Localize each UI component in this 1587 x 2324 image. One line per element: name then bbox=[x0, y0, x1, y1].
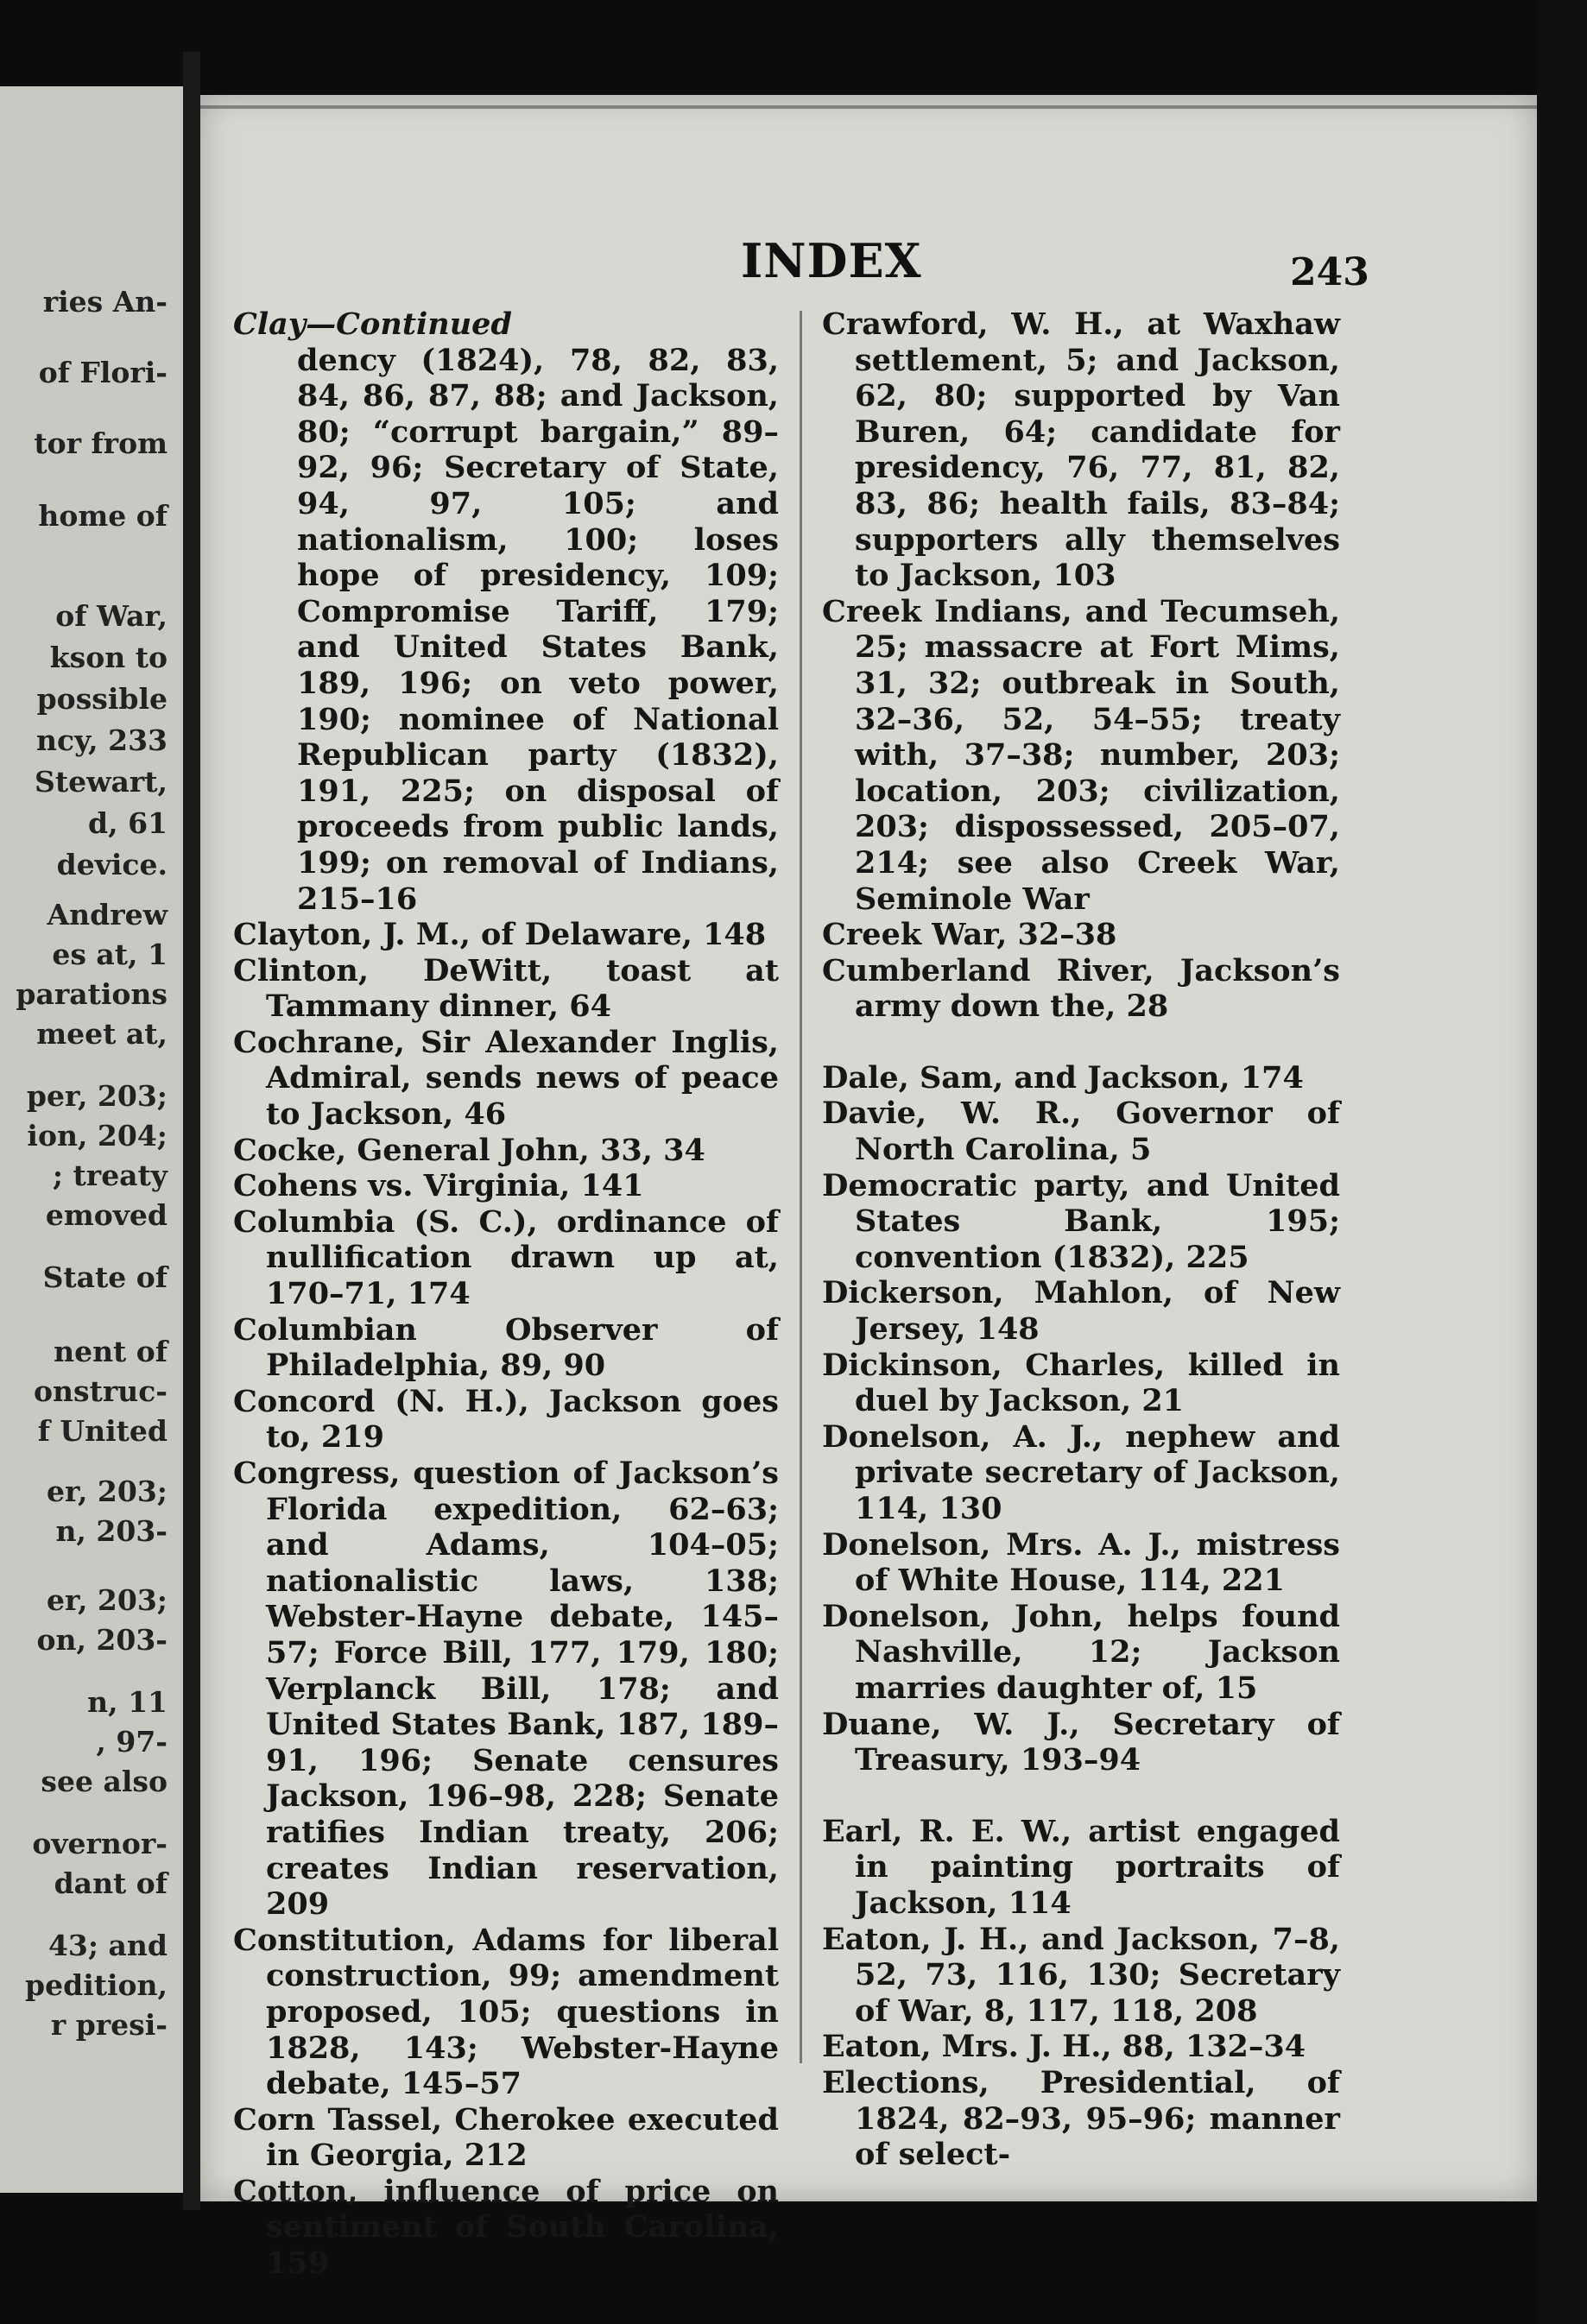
index-entry: Cochrane, Sir Alexander Inglis, Admiral, sends news of peace to Jackson, 46 bbox=[233, 1024, 779, 1133]
adjacent-page-fragment: on, 203- bbox=[36, 1623, 168, 1657]
index-entry: Davie, W. R., Governor of North Carolina, 5 bbox=[822, 1096, 1340, 1168]
adjacent-page-fragment: possible bbox=[36, 682, 168, 716]
adjacent-page-fragment: onstruc- bbox=[34, 1374, 168, 1408]
adjacent-page-fragment: kson to bbox=[49, 641, 168, 674]
scan-margin bbox=[1537, 0, 1587, 2324]
index-entry: Cohens vs. Virginia, 141 bbox=[233, 1168, 644, 1204]
page-title: INDEX bbox=[741, 233, 922, 288]
adjacent-page-fragment: tor from bbox=[34, 426, 168, 460]
adjacent-page-fragment: device. bbox=[56, 848, 168, 881]
index-entry: Concord (N. H.), Jackson goes to, 219 bbox=[233, 1383, 779, 1456]
index-column-right bbox=[822, 306, 1340, 2173]
index-entry: Donelson, John, helps found Nashville, 12; Jackson marries daughter of, 15 bbox=[822, 1598, 1340, 1706]
adjacent-page-fragment: ion, 204; bbox=[27, 1119, 168, 1153]
index-entry: Clayton, J. M., of Delaware, 148 bbox=[233, 917, 767, 953]
adjacent-page-fragment: , 97- bbox=[96, 1725, 168, 1759]
adjacent-page-fragment: r presi- bbox=[50, 2008, 168, 2042]
index-entry: Clinton, DeWitt, toast at Tammany dinner, 64 bbox=[233, 952, 779, 1025]
index-entry: Elections, Presidential, of 1824, 82–93, 95–96; manner of select- bbox=[822, 2064, 1340, 2173]
book-gutter bbox=[183, 52, 200, 2210]
index-entry: Donelson, A. J., nephew and private secretary of Jackson, 114, 130 bbox=[822, 1418, 1340, 1526]
index-entry: Earl, R. E. W., artist engaged in painting portraits of Jackson, 114 bbox=[822, 1813, 1340, 1921]
adjacent-page-fragment: Andrew bbox=[47, 898, 168, 931]
letter-group-gap bbox=[822, 1025, 1340, 1060]
adjacent-page-fragment: meet at, bbox=[36, 1017, 168, 1051]
adjacent-page-fragment: n, 203- bbox=[55, 1514, 168, 1548]
index-entry: dency (1824), 78, 82, 83, 84, 86, 87, 88; and Jackson, 80; “corrupt bargain,” 89–92, 96; Secretary of State, 94, 97, 105; and nationalism, 100; loses hope of presidency, 109; Compromise Tariff, 179; and United States Bank, 189, 196; on veto power, 190; nominee of National Republican party (1832), 191, 225; on disposal of proceeds from public lands, 199; on removal of Indians, 215–16 bbox=[297, 342, 779, 917]
index-entry: Clay—Continued bbox=[233, 306, 512, 342]
page-top-edge bbox=[200, 105, 1537, 109]
index-entry: Dickinson, Charles, killed in duel by Jackson, 21 bbox=[822, 1347, 1340, 1419]
index-entry: Eaton, J. H., and Jackson, 7–8, 52, 73, 116, 130; Secretary of War, 8, 117, 118, 208 bbox=[822, 1921, 1340, 2029]
adjacent-page-fragment: d, 61 bbox=[88, 806, 168, 840]
adjacent-page-fragment: er, 203; bbox=[46, 1475, 168, 1508]
index-entry: Cumberland River, Jackson’s army down the, 28 bbox=[822, 952, 1340, 1025]
adjacent-page-fragment: n, 11 bbox=[87, 1685, 168, 1719]
index-entry: Donelson, Mrs. A. J., mistress of White House, 114, 221 bbox=[822, 1526, 1340, 1599]
adjacent-page-fragment: of Flori- bbox=[38, 356, 168, 389]
index-entry: Creek War, 32–38 bbox=[822, 917, 1117, 953]
index-entry: Dickerson, Mahlon, of New Jersey, 148 bbox=[822, 1275, 1340, 1348]
index-entry: Cocke, General John, 33, 34 bbox=[233, 1132, 705, 1168]
adjacent-page-fragment: see also bbox=[41, 1765, 168, 1798]
adjacent-page-fragment: of War, bbox=[55, 599, 168, 633]
adjacent-page-fragment: ; treaty bbox=[52, 1159, 168, 1192]
index-entry: Corn Tassel, Cherokee executed in Georgia, 212 bbox=[233, 2101, 779, 2174]
index-entry: Crawford, W. H., at Waxhaw settlement, 5; and Jackson, 62, 80; supported by Van Buren, 64; candidate for presidency, 76, 77, 81, 82, 83, 86; health fails, 83–84; supporters ally themselves to Jackson, 103 bbox=[822, 306, 1340, 594]
index-entry: Duane, W. J., Secretary of Treasury, 193–94 bbox=[822, 1706, 1340, 1778]
adjacent-page-edge bbox=[0, 86, 183, 2193]
adjacent-page-fragment: er, 203; bbox=[46, 1583, 168, 1617]
adjacent-page-fragment: overnor- bbox=[32, 1827, 168, 1860]
index-entry: Columbian Observer of Philadelphia, 89, 90 bbox=[233, 1311, 779, 1384]
adjacent-page-fragment: per, 203; bbox=[26, 1079, 168, 1113]
column-divider bbox=[800, 311, 802, 2063]
adjacent-page-fragment: pedition, bbox=[25, 1968, 168, 2002]
page-number: 243 bbox=[1290, 250, 1369, 294]
adjacent-page-fragment: ncy, 233 bbox=[36, 723, 168, 757]
adjacent-page-fragment: home of bbox=[38, 499, 168, 533]
index-entry: Cotton, influence of price on sentiment of South Carolina, 159 bbox=[233, 2173, 779, 2282]
adjacent-page-fragment: dant of bbox=[54, 1866, 168, 1900]
index-column-left bbox=[233, 306, 779, 2282]
letter-group-gap bbox=[822, 1778, 1340, 1814]
index-entry: Constitution, Adams for liberal construction, 99; amendment proposed, 105; questions in 1828, 143; Webster-Hayne debate, 145–57 bbox=[233, 1922, 779, 2102]
index-entry: Democratic party, and United States Bank, 195; convention (1832), 225 bbox=[822, 1167, 1340, 1275]
index-entry: Columbia (S. C.), ordinance of nullification drawn up at, 170–71, 174 bbox=[233, 1203, 779, 1312]
adjacent-page-fragment: es at, 1 bbox=[52, 938, 168, 971]
adjacent-page-fragment: nent of bbox=[54, 1335, 168, 1368]
index-entry: Creek Indians, and Tecumseh, 25; massacre at Fort Mims, 31, 32; outbreak in South, 32–36, 52, 54–55; treaty with, 37–38; number, 203; location, 203; civilization, 203; dispossessed, 205–07, 214; see also Creek War, Seminole War bbox=[822, 593, 1340, 917]
adjacent-page-fragment: 43; and bbox=[47, 1929, 168, 1962]
adjacent-page-fragment: Stewart, bbox=[35, 765, 168, 799]
index-entry: Eaton, Mrs. J. H., 88, 132–34 bbox=[822, 2029, 1306, 2065]
adjacent-page-fragment: emoved bbox=[45, 1198, 168, 1232]
adjacent-page-fragment: State of bbox=[42, 1260, 168, 1294]
index-entry: Dale, Sam, and Jackson, 174 bbox=[822, 1059, 1304, 1096]
adjacent-page-fragment: parations bbox=[16, 977, 168, 1011]
adjacent-page-fragment: f United bbox=[37, 1414, 168, 1448]
index-entry: Congress, question of Jackson’s Florida expedition, 62–63; and Adams, 104–05; nationalistic laws, 138; Webster-Hayne debate, 145–57; Force Bill, 177, 179, 180; Verplanck Bill, 178; and United States Bank, 187, 189–91, 196; Senate censures Jackson, 196–98, 228; Senate ratifies Indian treaty, 206; creates Indian reservation, 209 bbox=[233, 1456, 779, 1923]
adjacent-page-fragment: ries An- bbox=[42, 285, 168, 319]
